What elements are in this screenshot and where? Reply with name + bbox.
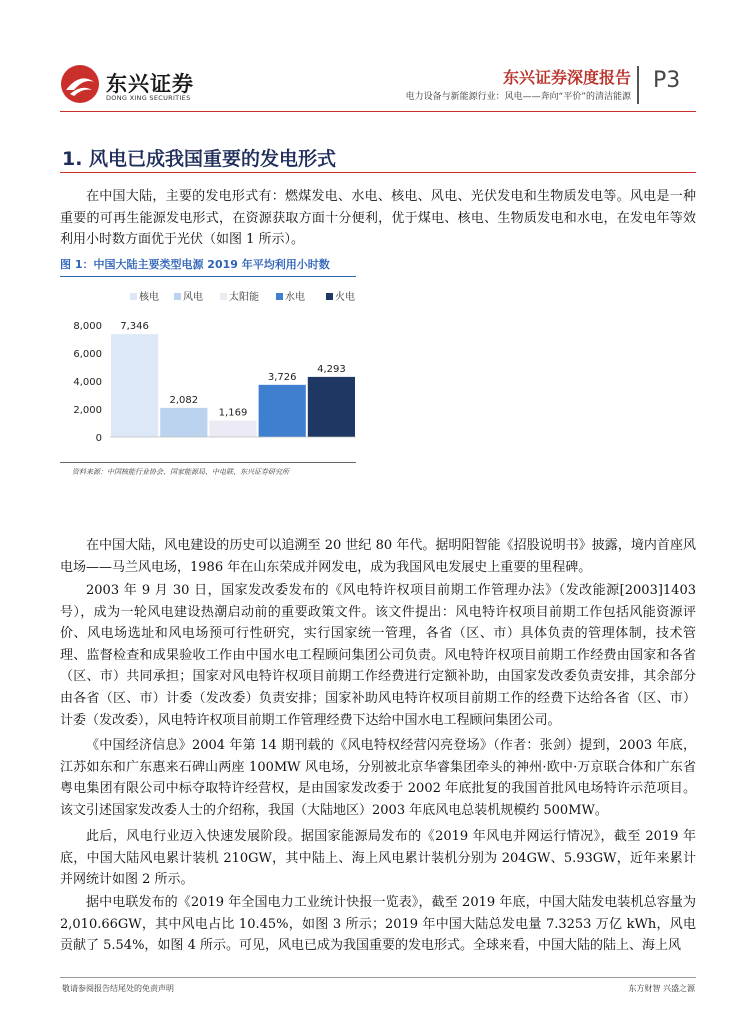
legend-swatch <box>326 293 333 300</box>
footer-slogan: 东方财智 兴盛之源 <box>628 984 695 993</box>
paragraph-6: 据中电联发布的《2019 年全国电力工业统计快报一览表》，截至 2019 年底，中国大陆发电装机总容量为 2,010.66GW，其中风电占比 10.45%，如图 3 所示；2019 年中国大陆总发电量 7.3253 万亿 kWh，风电贡献了 5.54%，如图 4 所示。可见，风电已成为我国重要的发电形式。全球来看，中国大陆的陆上、海上风 <box>60 895 696 954</box>
bar-火电 <box>308 377 355 437</box>
footer-disclaimer: 敬请参阅报告结尾处的免责声明 <box>62 984 174 993</box>
section-heading: 1. 风电已成我国重要的发电形式 <box>62 148 337 170</box>
header-divider <box>60 111 696 112</box>
bar-水电 <box>259 385 306 437</box>
data-label: 2,082 <box>169 394 199 406</box>
bar-核电 <box>111 334 158 437</box>
paragraph-2: 在中国大陆，风电建设的历史可以追溯至 20 世纪 80 年代。据明阳智能《招股说明书》披露，境内首座风电场——马兰风电场，1986 年在山东荣成并网发电，成为我国风电发展史上重要的里程碑。 <box>60 538 696 575</box>
legend-label: 火电 <box>335 292 355 303</box>
data-label: 7,346 <box>120 321 149 333</box>
header-separator <box>637 66 639 104</box>
paragraph-3: 2003 年 9 月 30 日，国家发改委发布的《风电特许权项目前期工作管理办法》（发改能源[2003]1403 号），成为一轮风电建设热潮启动前的重要政策文件。该文件提出：风电特许权项目前期工作包括风能资源评价、风电场选址和风电场预可行性研究，实行国家统一管理，各省（区、市）具体负责的管理体制，技术管理、监督检查和成果验收工作由中国水电工程顾问集团公司负责。风电特许权项目前期工作经费由国家和各省（区、市）共同承担；国家对风电特许权项目前期工作经费进行定额补助，由国家发改委负责安排，其余部分由各省（区、市）计委（发改委）负责安排；国家补助风电特许权项目前期工作的经费下达给各省（区、市）计委（发改委），风电特许权项目前期工作管理经费下达给中国水电工程顾问集团公司。 <box>60 583 696 728</box>
company-logo-icon <box>60 64 100 104</box>
paragraph-5: 此后，风电行业迈入快速发展阶段。据国家能源局发布的《2019 年风电并网运行情况》，截至 2019 年底，中国大陆风电累计装机 210GW，其中陆上、海上风电累计装机分别为 204GW、5.93GW，近年来累计并网统计如图 2 所示。 <box>60 829 696 888</box>
legend-label: 太阳能 <box>229 292 259 303</box>
legend-label: 水电 <box>285 292 305 303</box>
y-tick-label: 0 <box>95 433 102 444</box>
figure-title-rule <box>60 276 356 277</box>
footer-divider <box>60 977 696 978</box>
brand-name-cn: 东兴证券 <box>106 72 194 96</box>
report-subtitle: 电力设备与新能源行业：风电——奔向“平价”的清洁能源 <box>405 92 631 102</box>
bar-chart <box>60 280 360 460</box>
page-number: P3 <box>653 68 681 93</box>
section-divider <box>60 172 696 173</box>
brand-name-en: DONG XING SECURITIES <box>106 94 191 102</box>
paragraph-4: 《中国经济信息》2004 年第 14 期刊载的《风电特权经营闪亮登场》（作者：张剑）提到，2003 年底，江苏如东和广东惠来石碑山两座 100MW 风电场，分别被北京华睿集团牵头的神州·欧中·万京联合体和广东省粤电集团有限公司中标夺取特许经营权，是由国家发改委于 2002 年底批复的我国首批风电场特许示范项目。该文引述国家发改委人士的介绍称，我国（大陆地区）2003 年底风电总装机规模约 500MW。 <box>60 738 696 818</box>
legend-swatch <box>130 293 137 300</box>
legend-label: 风电 <box>183 292 203 303</box>
y-tick-label: 6,000 <box>73 349 102 360</box>
data-label: 4,293 <box>317 363 346 375</box>
legend-label: 核电 <box>139 292 159 303</box>
figure-source: 资料来源：中国核能行业协会、国家能源局、中电联、东兴证券研究所 <box>72 468 289 476</box>
report-type: 东兴证券深度报告 <box>502 68 631 87</box>
paragraph-1: 在中国大陆，主要的发电形式有：燃煤发电、水电、核电、风电、光伏发电和生物质发电等。风电是一种重要的可再生能源发电形式，在资源获取方面十分便利，优于煤电、核电、生物质发电和水电，在发电年等效利用小时数方面优于光伏（如图 1 所示）。 <box>60 189 696 248</box>
figure-bottom-rule <box>60 462 356 463</box>
legend-swatch <box>174 293 181 300</box>
legend-swatch <box>220 293 227 300</box>
y-tick-label: 8,000 <box>73 321 102 332</box>
legend-swatch <box>276 293 283 300</box>
bar-风电 <box>160 408 207 437</box>
figure-title: 图 1：中国大陆主要类型电源 2019 年平均利用小时数 <box>60 258 330 271</box>
company-logo <box>60 62 194 106</box>
data-label: 1,169 <box>218 407 248 419</box>
y-tick-label: 2,000 <box>73 405 102 416</box>
y-tick-label: 4,000 <box>73 377 102 388</box>
data-label: 3,726 <box>267 371 297 383</box>
bar-太阳能 <box>209 421 256 437</box>
